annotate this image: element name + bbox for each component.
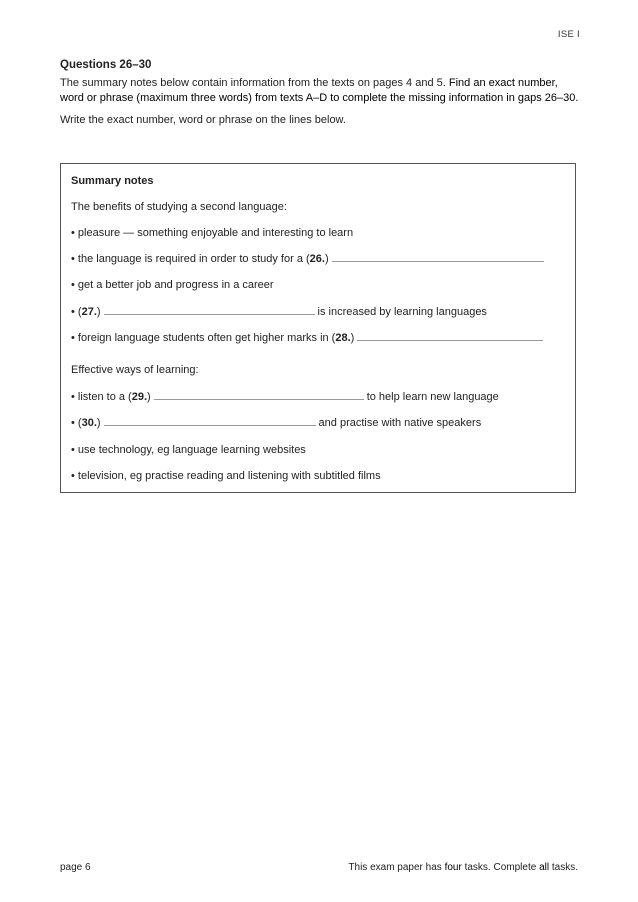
questions-intro xyxy=(60,76,580,106)
ways-item-3: • use technology, eg language learning websites xyxy=(71,444,306,456)
ways-item-4: • television, eg practise reading and listening with subtitled films xyxy=(71,470,381,482)
gap-number-30: 30. xyxy=(81,417,97,429)
footer-note-d: all xyxy=(539,862,550,873)
benefit-item-2 xyxy=(71,252,565,266)
footer-note-a: This exam paper has xyxy=(348,862,445,873)
summary-heading: Summary notes xyxy=(71,175,154,187)
bullet-open: • ( xyxy=(71,306,82,318)
answer-line-28[interactable] xyxy=(357,337,543,341)
questions-instruction: Write the exact number, word or phrase on the lines below. xyxy=(60,114,346,126)
gap-number-28: 28. xyxy=(335,332,351,344)
question-instructions xyxy=(60,58,580,128)
answer-line-26[interactable] xyxy=(332,258,544,262)
footer-note-e: tasks. xyxy=(549,862,578,873)
exam-code: ISE I xyxy=(557,29,580,40)
gap-close: ) xyxy=(96,306,101,318)
gap-close: ) xyxy=(147,391,151,403)
bullet-open: • ( xyxy=(71,417,82,429)
ways-item-2-post: and practise with native speakers xyxy=(318,417,482,429)
benefit-item-3: • get a better job and progress in a career xyxy=(71,279,274,291)
ways-item-1 xyxy=(71,390,565,404)
footer-note-b: four xyxy=(444,862,462,873)
gap-number-29: 29. xyxy=(131,391,148,403)
footer-note-c: tasks. Complete xyxy=(461,862,540,873)
intro-text: The summary notes below contain information from the texts on pages 4 and 5. xyxy=(60,77,449,89)
page-number: page 6 xyxy=(60,862,91,873)
gap-close: ) xyxy=(350,332,355,344)
benefit-item-5 xyxy=(71,331,565,345)
gap-close: ) xyxy=(324,253,329,265)
benefit-item-4 xyxy=(71,305,565,319)
answer-line-29[interactable] xyxy=(154,396,364,400)
benefit-item-1: • pleasure — something enjoyable and interesting to learn xyxy=(71,227,354,239)
questions-title: Questions 26–30 xyxy=(60,59,152,71)
gap-number-26: 26. xyxy=(309,253,325,265)
benefit-item-2-text: • the language is required in order to study for a ( xyxy=(71,253,310,265)
benefit-item-4-text: is increased by learning languages xyxy=(317,306,487,318)
answer-line-27[interactable] xyxy=(104,311,315,315)
benefits-heading: The benefits of studying a second language: xyxy=(71,201,287,213)
gap-close: ) xyxy=(96,417,101,429)
ways-item-2 xyxy=(71,416,565,430)
ways-item-1-text: • listen to a ( xyxy=(71,391,132,403)
benefit-item-5-text: • foreign language students often get higher marks in ( xyxy=(71,332,336,344)
gap-number-27: 27. xyxy=(81,306,97,318)
answer-line-30[interactable] xyxy=(104,422,316,426)
ways-heading: Effective ways of learning: xyxy=(71,364,199,376)
intro-emphasis: Find an exact number, word or phrase (maximum three words) from texts A–D to complete the missing information in gaps 26–30. xyxy=(60,77,579,104)
ways-item-1-post: to help learn new language xyxy=(366,391,499,403)
footer-note xyxy=(348,862,578,873)
summary-notes-box xyxy=(60,163,576,493)
